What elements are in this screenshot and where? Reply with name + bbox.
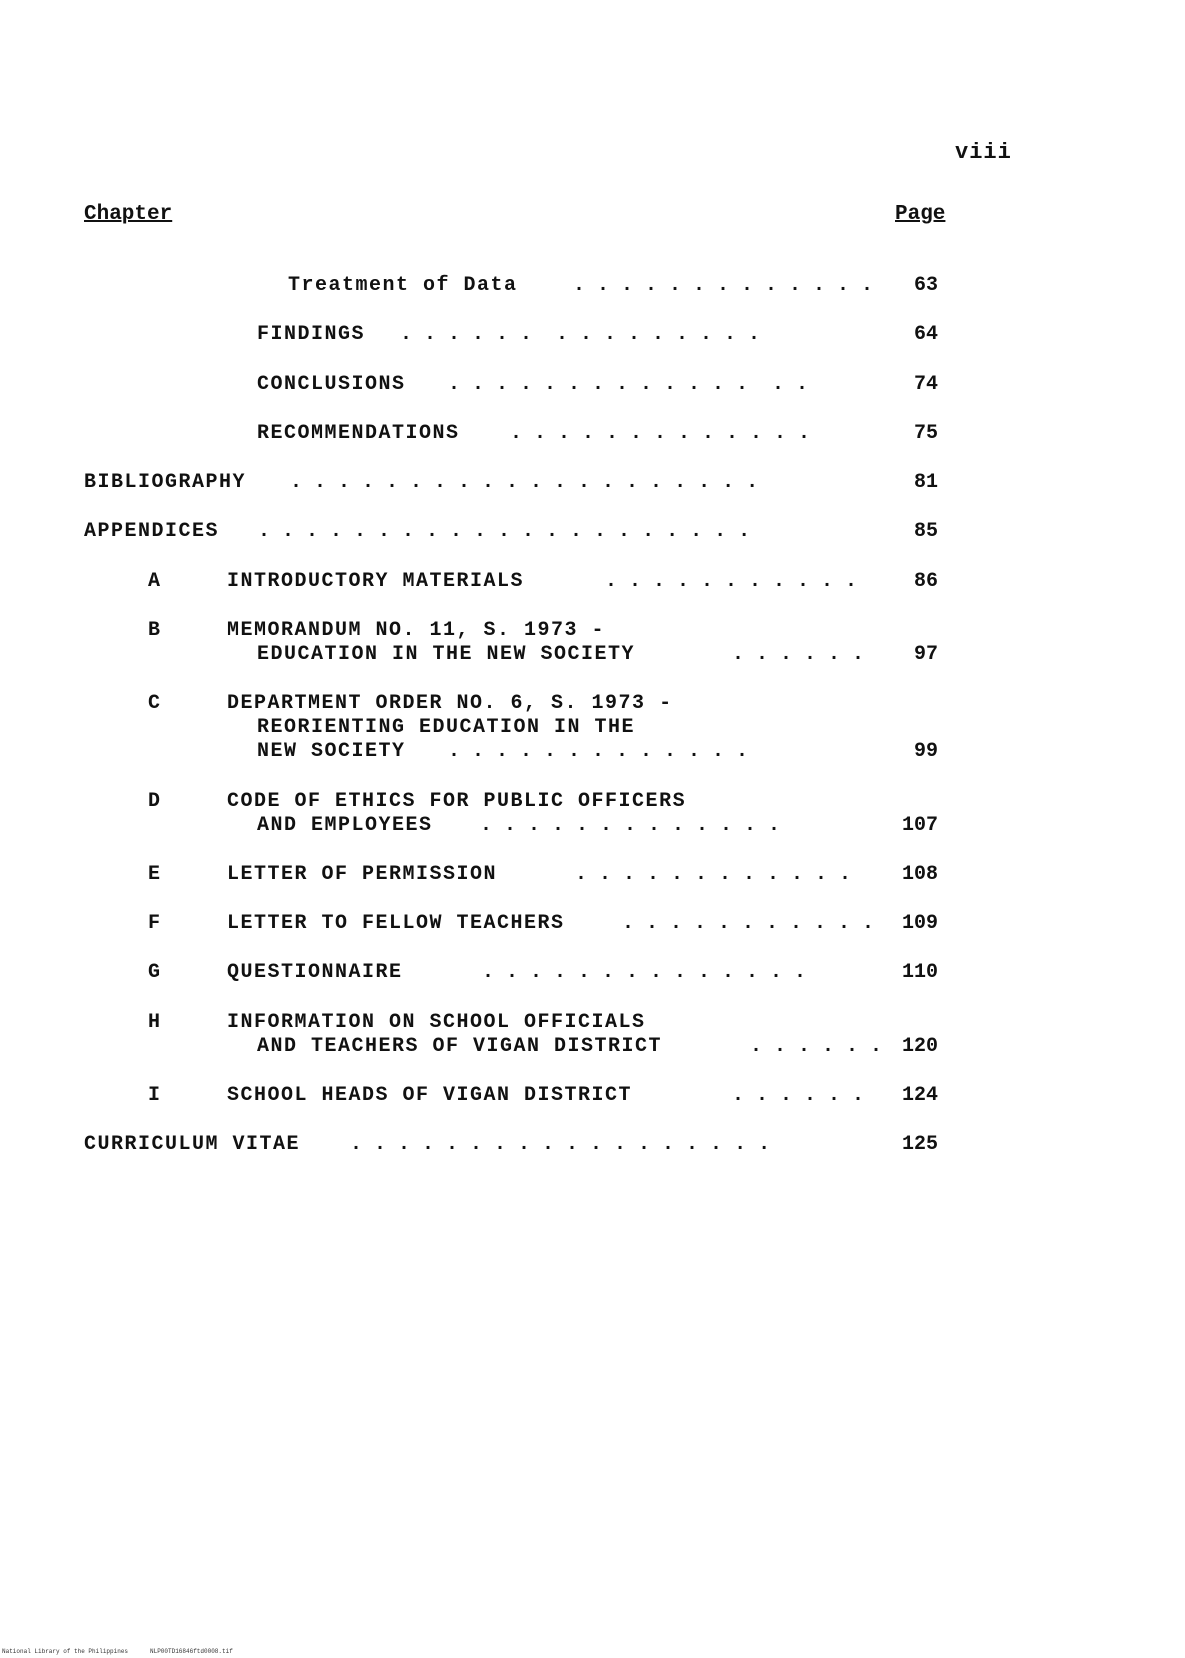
- appendix-letter: C: [148, 692, 161, 715]
- toc-entry-title: REORIENTING EDUCATION IN THE: [257, 716, 636, 739]
- toc-leader-dots: . . . . . . . . . . . .: [575, 863, 852, 886]
- toc-entry-page: 74: [913, 373, 938, 396]
- footer-filename: NLP00TD16846ftd0008.tif: [150, 1648, 233, 1655]
- toc-leader-dots: . . . . . . . . . . . . . . .: [448, 373, 809, 396]
- toc-entry-title: DEPARTMENT ORDER NO. 6, S. 1973 -: [227, 692, 673, 715]
- toc-entry-page: 85: [913, 520, 938, 543]
- toc-leader-dots: . . . . . . . . . . . . . . . . . . . . .: [258, 520, 751, 543]
- toc-entry-title: AND TEACHERS OF VIGAN DISTRICT: [257, 1035, 663, 1058]
- toc-entry-title: SCHOOL HEADS OF VIGAN DISTRICT: [227, 1084, 633, 1107]
- toc-entry-page: 110: [901, 961, 938, 984]
- toc-entry-title: APPENDICES: [84, 520, 220, 543]
- toc-entry-page: 63: [913, 274, 938, 297]
- toc-entry-title: NEW SOCIETY: [257, 740, 406, 763]
- toc-entry-page: 75: [913, 422, 938, 445]
- toc-leader-dots: . . . . . . . . . . . . . . . . . .: [350, 1133, 771, 1156]
- toc-entry-page: 64: [913, 323, 938, 346]
- toc-entry-title: LETTER TO FELLOW TEACHERS: [227, 912, 565, 935]
- toc-entry-title: EDUCATION IN THE NEW SOCIETY: [257, 643, 636, 666]
- toc-entry-title: RECOMMENDATIONS: [257, 422, 460, 445]
- toc-entry-page: 107: [901, 814, 938, 837]
- appendix-letter: G: [148, 961, 161, 984]
- toc-entry-title: FINDINGS: [257, 323, 366, 346]
- toc-entry-title: LETTER OF PERMISSION: [227, 863, 498, 886]
- toc-entry-page: 124: [901, 1084, 938, 1107]
- appendix-letter: I: [148, 1084, 161, 1107]
- chapter-header: Chapter: [84, 203, 173, 226]
- appendix-letter: D: [148, 790, 161, 813]
- toc-leader-dots: . . . . . .: [732, 643, 865, 666]
- toc-leader-dots: . . . . . . . . . . . . .: [448, 740, 749, 763]
- appendix-letter: A: [148, 570, 161, 593]
- toc-entry-title: Treatment of Data: [288, 274, 518, 297]
- toc-leader-dots: . . . . . .: [732, 1084, 865, 1107]
- footer-library: National Library of the Philippines: [2, 1648, 129, 1655]
- appendix-letter: B: [148, 619, 161, 642]
- toc-leader-dots: . . . . . . . . . . . . . . .: [400, 323, 761, 346]
- toc-leader-dots: . . . . . .: [750, 1035, 883, 1058]
- toc-leader-dots: . . . . . . . . . . .: [622, 912, 875, 935]
- appendix-letter: H: [148, 1011, 161, 1034]
- toc-entry-page: 109: [901, 912, 938, 935]
- toc-leader-dots: . . . . . . . . . . . . . . . . . . . .: [290, 471, 759, 494]
- page-number: viii: [955, 140, 1012, 165]
- toc-leader-dots: . . . . . . . . . . .: [605, 570, 858, 593]
- toc-leader-dots: . . . . . . . . . . . . .: [480, 814, 781, 837]
- appendix-letter: E: [148, 863, 161, 886]
- toc-entry-title: CODE OF ETHICS FOR PUBLIC OFFICERS: [227, 790, 687, 813]
- toc-leader-dots: . . . . . . . . . . . . . .: [482, 961, 807, 984]
- toc-entry-title: INFORMATION ON SCHOOL OFFICIALS: [227, 1011, 646, 1034]
- toc-leader-dots: . . . . . . . . . . . . .: [510, 422, 811, 445]
- toc-entry-page: 99: [913, 740, 938, 763]
- toc-entry-title: MEMORANDUM NO. 11, S. 1973 -: [227, 619, 606, 642]
- toc-entry-page: 81: [913, 471, 938, 494]
- toc-entry-title: CURRICULUM VITAE: [84, 1133, 301, 1156]
- toc-entry-page: 108: [901, 863, 938, 886]
- page-header: Page: [895, 203, 946, 226]
- toc-entry-title: BIBLIOGRAPHY: [84, 471, 247, 494]
- toc-entry-page: 86: [913, 570, 938, 593]
- toc-entry-title: AND EMPLOYEES: [257, 814, 433, 837]
- toc-leader-dots: . . . . . . . . . . . . .: [573, 274, 874, 297]
- toc-entry-title: CONCLUSIONS: [257, 373, 406, 396]
- toc-entry-title: INTRODUCTORY MATERIALS: [227, 570, 525, 593]
- toc-entry-title: QUESTIONNAIRE: [227, 961, 403, 984]
- toc-entry-page: 120: [901, 1035, 938, 1058]
- toc-entry-page: 125: [901, 1133, 938, 1156]
- appendix-letter: F: [148, 912, 161, 935]
- toc-entry-page: 97: [913, 643, 938, 666]
